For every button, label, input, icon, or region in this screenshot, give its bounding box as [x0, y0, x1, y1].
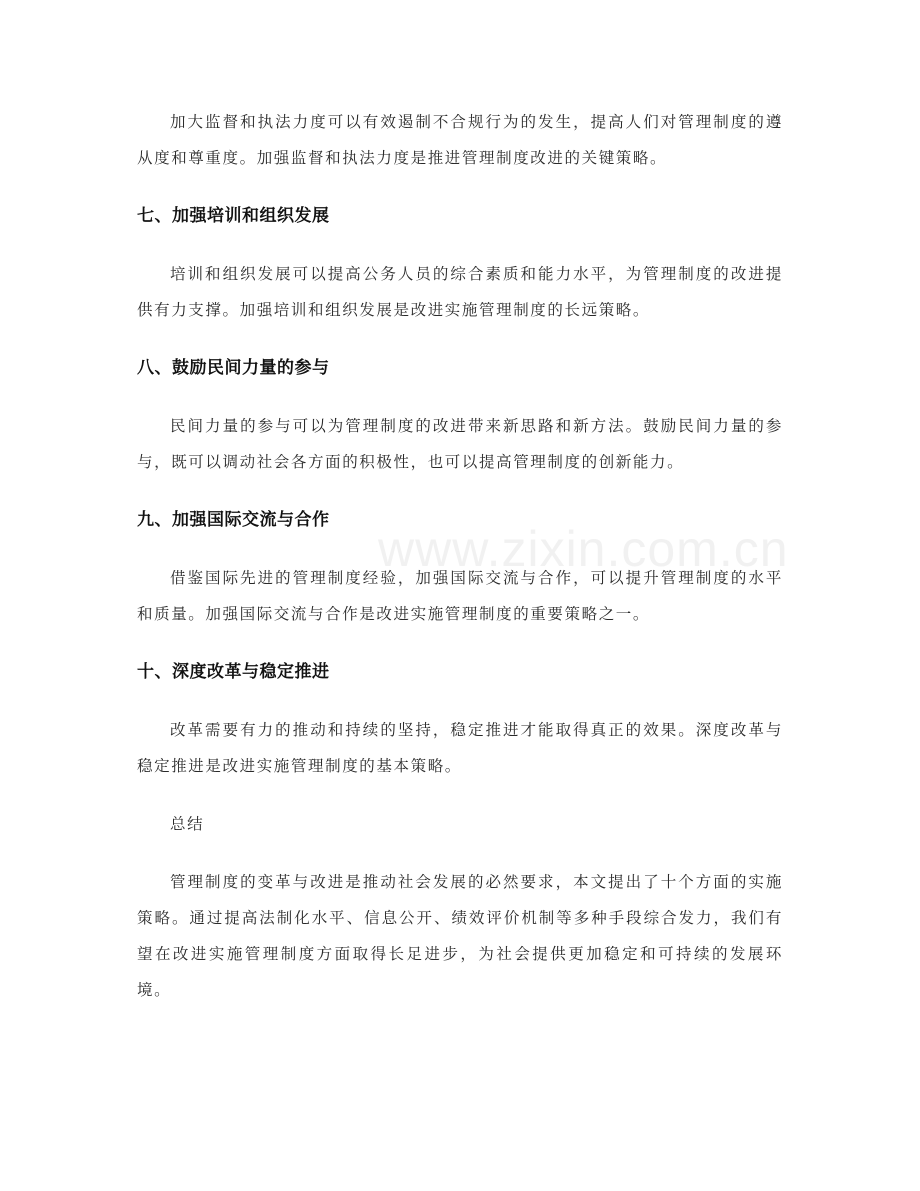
section-body-8: 民间力量的参与可以为管理制度的改进带来新思路和新方法。鼓励民间力量的参与，既可以调动社会各方面的积极性，也可以提高管理制度的创新能力。: [137, 417, 783, 471]
section-heading-10: 十、深度改革与稳定推进: [137, 662, 330, 682]
watermark: www.zixin.com.cn: [378, 521, 789, 577]
section-heading-8: 八、鼓励民间力量的参与: [137, 358, 330, 378]
summary-paragraph: 管理制度的变革与改进是推动社会发展的必然要求，本文提出了十个方面的实施策略。通过提高法制化水平、信息公开、绩效评价机制等多种手段综合发力，我们有望在改进实施管理制度方面取得长足进步，为社会提供更加稳定和可持续的发展环境。: [137, 873, 783, 999]
section-heading-9: 九、加强国际交流与合作: [137, 510, 330, 530]
section-body-7: 培训和组织发展可以提高公务人员的综合素质和能力水平，为管理制度的改进提供有力支撑。加强培训和组织发展是改进实施管理制度的长远策略。: [137, 265, 783, 319]
document-body: [137, 104, 783, 1030]
summary-label: 总结: [170, 815, 205, 833]
section-body-9: 借鉴国际先进的管理制度经验，加强国际交流与合作，可以提升管理制度的水平和质量。加强国际交流与合作是改进实施管理制度的重要策略之一。: [137, 569, 783, 623]
section-body-10: 改革需要有力的推动和持续的坚持，稳定推进才能取得真正的效果。深度改革与稳定推进是改进实施管理制度的基本策略。: [137, 721, 783, 775]
section-heading-7: 七、加强培训和组织发展: [137, 206, 330, 226]
intro-paragraph: 加大监督和执法力度可以有效遏制不合规行为的发生，提高人们对管理制度的遵从度和尊重度。加强监督和执法力度是推进管理制度改进的关键策略。: [137, 113, 783, 167]
